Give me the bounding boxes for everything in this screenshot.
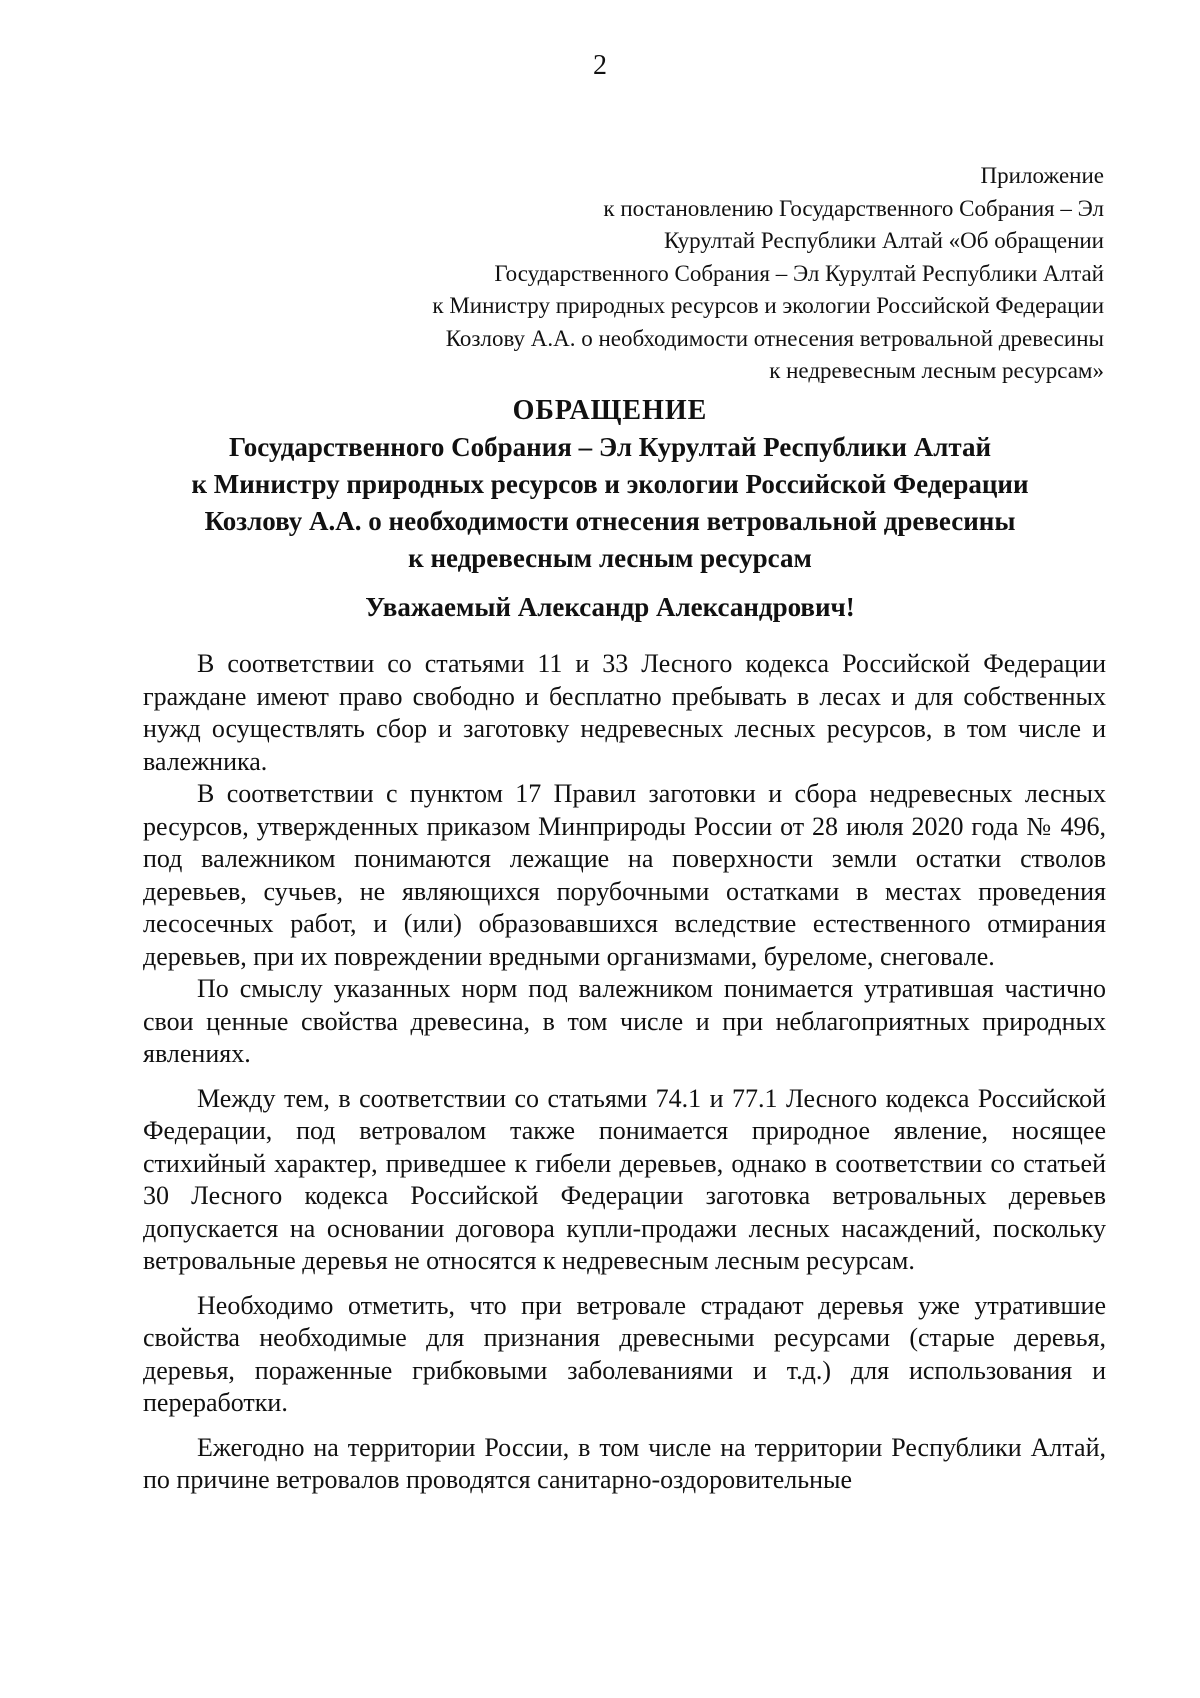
body-paragraph: Необходимо отметить, что при ветровале страдают деревья уже утратившие свойства необходимые для признания древесными ресурсами (старые деревья, деревья, пораженные грибковыми заболеваниями и т.д.) для использования и переработки.	[143, 1290, 1106, 1417]
body-paragraph: По смыслу указанных норм под валежником понимается утратившая частично свои ценные свойства древесина, в том числе и при неблагоприятных природных явлениях.	[143, 974, 1106, 1068]
appendix-line: Курултай Республики Алтай «Об обращении	[663, 228, 1104, 253]
heading-line: к Министру природных ресурсов и экологии Российской Федерации	[191, 469, 1029, 499]
heading-line: Козлову А.А. о необходимости отнесения ветровальной древесины	[204, 506, 1016, 536]
appendix-line: Козлову А.А. о необходимости отнесения ветровальной древесины	[445, 325, 1104, 351]
appendix-line: к недревесным лесным ресурсам»	[769, 358, 1104, 383]
document-title: ОБРАЩЕНИЕ	[512, 395, 708, 426]
body-paragraph: Между тем, в соответствии со статьями 74.1 и 77.1 Лесного кодекса Российской Федерации, под ветровалом также понимается природное явление, носящее стихийный характер, приведшее к гибели деревьев, однако в соответствии со статьей 30 Лесного кодекса Российской Федерации заготовка ветровальных деревьев допускается на основании договора купли-продажи лесных насаждений, поскольку ветровальные деревья не относятся к недревесным лесным ресурсам.	[143, 1083, 1106, 1275]
appendix-line: к Министру природных ресурсов и экологии Российской Федерации	[432, 293, 1104, 318]
heading-line: Государственного Собрания – Эл Курултай Республики Алтай	[228, 432, 992, 462]
appendix-line: Приложение	[980, 163, 1104, 188]
greeting: Уважаемый Александр Александрович!	[365, 592, 855, 622]
document-heading	[140, 392, 1080, 577]
body-paragraph: В соответствии со статьями 11 и 33 Лесного кодекса Российской Федерации граждане имеют право свободно и бесплатно пребывать в лесах и для собственных нужд осуществлять сбор и заготовку недревесных лесных ресурсов, в том числе и валежника.	[143, 649, 1106, 776]
appendix-line: к постановлению Государственного Собрания – Эл	[603, 195, 1104, 221]
heading-line: к недревесным лесным ресурсам	[408, 543, 812, 573]
body-paragraph: Ежегодно на территории России, в том числе на территории Республики Алтай, по причине ветровалов проводятся санитарно-оздоровительные	[143, 1432, 1106, 1494]
document-body	[143, 648, 1106, 1497]
page-number: 2	[593, 50, 607, 81]
body-paragraph: В соответствии с пунктом 17 Правил заготовки и сбора недревесных лесных ресурсов, утвержденных приказом Минприроды России от 28 июля 2020 года № 496, под валежником понимаются лежащие на поверхности земли остатки стволов деревьев, сучьев, не являющихся порубочными остатками в местах проведения лесосечных работ, и (или) образовавшихся вследствие естественного отмирания деревьев, при их повреждении вредными организмами, буреломе, снеговале.	[143, 779, 1106, 971]
appendix-line: Государственного Собрания – Эл Курултай Республики Алтай	[494, 260, 1104, 286]
appendix-block	[344, 160, 1104, 388]
